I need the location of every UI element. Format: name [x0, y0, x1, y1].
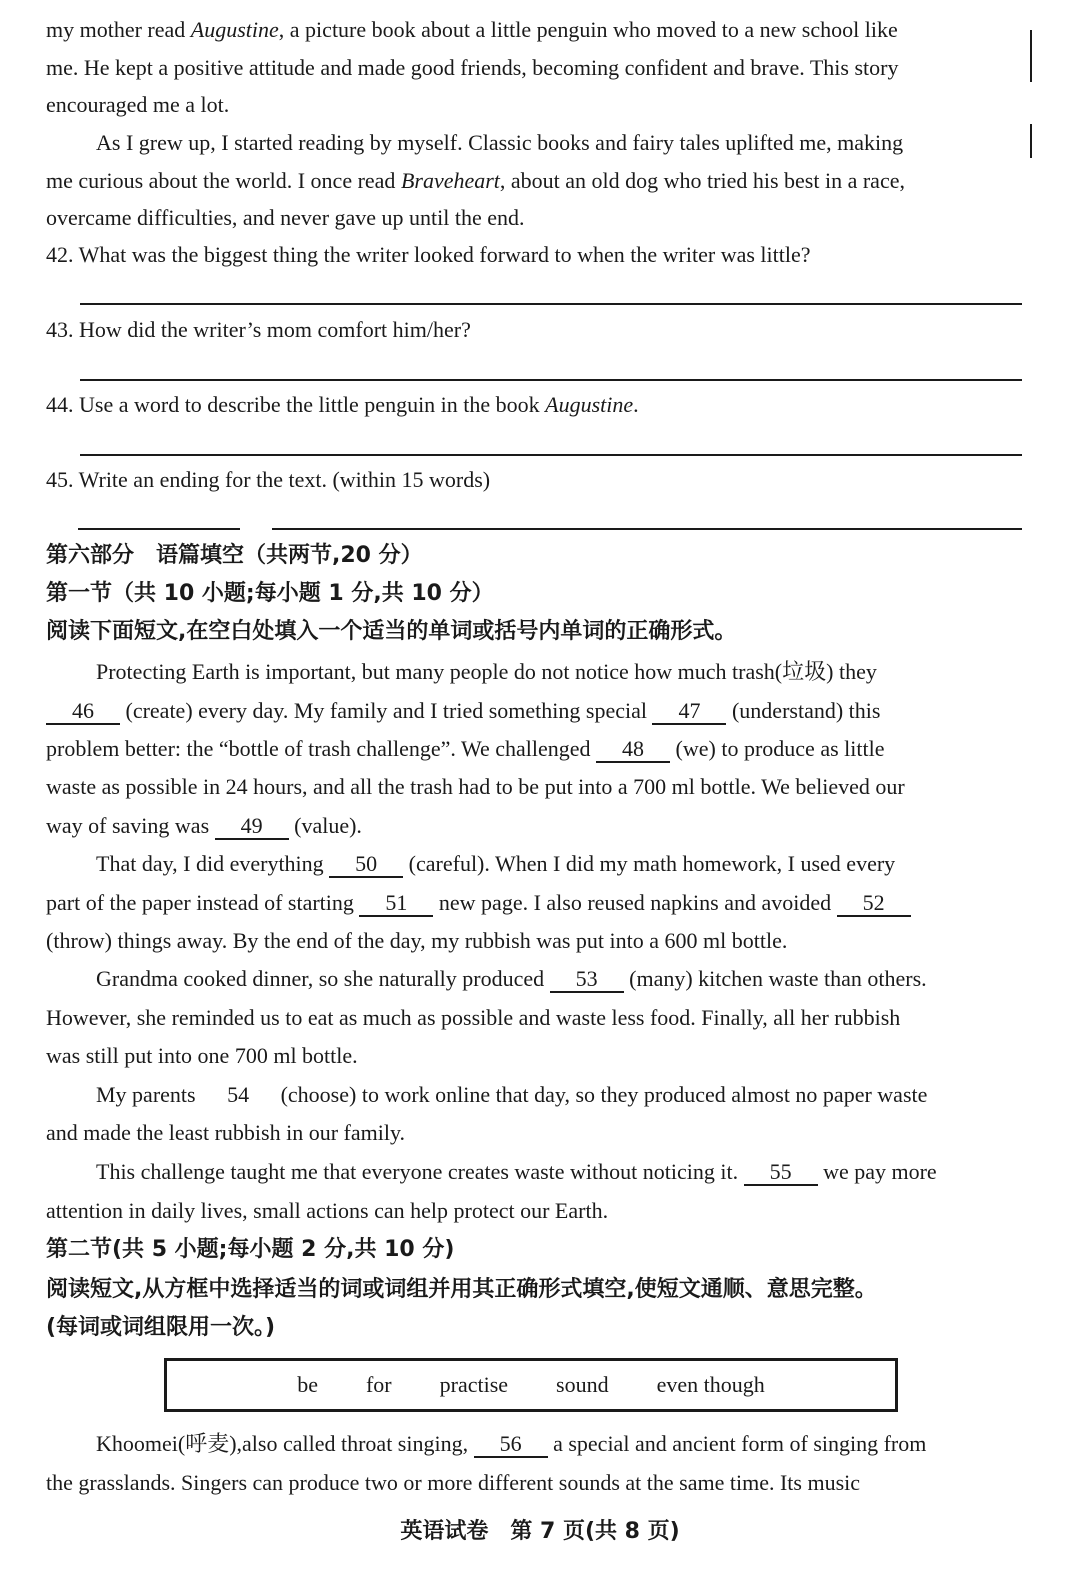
passage-line: As I grew up, I started reading by myself. Classic books and fairy tales uplifted me, making — [96, 130, 904, 155]
text1-line: That day, I did everything 50 (careful). When I did my math homework, I used every — [96, 851, 896, 876]
blank-52[interactable]: 52 — [837, 891, 911, 917]
passage-line: me curious about the world. I once read Braveheart, about an old dog who tried his best in a race, — [46, 168, 905, 193]
text2-line: the grasslands. Singers can produce two or more different sounds at the same time. Its music — [46, 1470, 861, 1495]
book-title: Augustine — [545, 392, 634, 417]
part6-title: 第六部分 语篇填空（共两节,20 分） — [46, 543, 423, 568]
section2-title: 第二节(共 5 小题;每小题 2 分,共 10 分) — [46, 1237, 455, 1262]
section1-title: 第一节（共 10 小题;每小题 1 分,共 10 分） — [46, 581, 494, 606]
section2-note: (每词或词组限用一次。) — [46, 1315, 276, 1340]
question-45: 45. Write an ending for the text. (within 15 words) — [46, 467, 491, 492]
answer-line-44[interactable] — [80, 454, 1022, 456]
blank-47[interactable]: 47 — [652, 699, 726, 725]
text1-line: Protecting Earth is important, but many people do not notice how much trash(垃圾) they — [96, 659, 877, 684]
text1-line: However, she reminded us to eat as much as possible and waste less food. Finally, all her rubbish — [46, 1005, 901, 1030]
passage-line: me. He kept a positive attitude and made good friends, becoming confident and brave. This story — [46, 55, 899, 80]
text1-line: problem better: the “bottle of trash challenge”. We challenged 48 (we) to produce as little — [46, 736, 885, 761]
blank-54[interactable]: 54 — [227, 1082, 250, 1107]
passage-line: overcame difficulties, and never gave up until the end. — [46, 205, 525, 230]
margin-mark — [1030, 124, 1032, 158]
text1-line: This challenge taught me that everyone creates waste without noticing it. 55 we pay more — [96, 1159, 937, 1184]
margin-mark — [1030, 30, 1032, 82]
book-title: Augustine — [190, 17, 279, 42]
text1-line: (throw) things away. By the end of the day, my rubbish was put into a 600 ml bottle. — [46, 928, 788, 953]
blank-53[interactable]: 53 — [550, 967, 624, 993]
word-box-item: for — [365, 1372, 392, 1397]
blank-55[interactable]: 55 — [744, 1160, 818, 1186]
page-footer: 英语试卷 第 7 页(共 8 页) — [400, 1519, 680, 1544]
text1-line: was still put into one 700 ml bottle. — [46, 1043, 358, 1068]
text1-line: 46 (create) every day. My family and I tried something special 47 (understand) this — [46, 697, 1026, 725]
text1-line: Grandma cooked dinner, so she naturally produced 53 (many) kitchen waste than others. — [96, 966, 927, 991]
section2-instruction: 阅读短文,从方框中选择适当的词或词组并用其正确形式填空,使短文通顺、意思完整。 — [46, 1277, 877, 1302]
answer-line-45b[interactable] — [272, 528, 1022, 530]
word-box-item: sound — [556, 1372, 609, 1397]
blank-50[interactable]: 50 — [329, 852, 403, 878]
passage-line: my mother read Augustine, a picture book about a little penguin who moved to a new school like — [46, 17, 898, 42]
word-box-item: even though — [656, 1372, 765, 1397]
word-box-item: practise — [439, 1372, 509, 1397]
blank-48[interactable]: 48 — [596, 737, 670, 763]
blank-56[interactable]: 56 — [474, 1432, 548, 1458]
text1-line: waste as possible in 24 hours, and all the trash had to be put into a 700 ml bottle. We believed our — [46, 774, 905, 799]
answer-line-45a[interactable] — [78, 528, 240, 530]
question-44: 44. Use a word to describe the little penguin in the book Augustine. — [46, 392, 639, 417]
text2-line: Khoomei(呼麦),also called throat singing, 56 a special and ancient form of singing from — [96, 1431, 927, 1456]
word-box-item: be — [297, 1372, 318, 1397]
text1-line: My parents 54 (choose) to work online that day, so they produced almost no paper waste — [96, 1082, 928, 1107]
text1-line: and made the least rubbish in our family. — [46, 1120, 406, 1145]
text1-line: attention in daily lives, small actions can help protect our Earth. — [46, 1198, 609, 1223]
answer-line-43[interactable] — [80, 379, 1022, 381]
book-title: Braveheart — [400, 168, 500, 193]
answer-line-42[interactable] — [80, 303, 1022, 305]
word-box — [164, 1358, 898, 1412]
text1-line: part of the paper instead of starting 51 new page. I also reused napkins and avoided 52 — [46, 889, 1026, 917]
blank-49[interactable]: 49 — [215, 814, 289, 840]
blank-51[interactable]: 51 — [359, 891, 433, 917]
question-43: 43. How did the writer’s mom comfort him/her? — [46, 317, 471, 342]
question-42: 42. What was the biggest thing the writer looked forward to when the writer was little? — [46, 242, 811, 267]
section1-instruction: 阅读下面短文,在空白处填入一个适当的单词或括号内单词的正确形式。 — [46, 619, 737, 644]
passage-line: encouraged me a lot. — [46, 92, 230, 117]
text1-line: way of saving was 49 (value). — [46, 813, 362, 838]
blank-46[interactable]: 46 — [46, 699, 120, 725]
